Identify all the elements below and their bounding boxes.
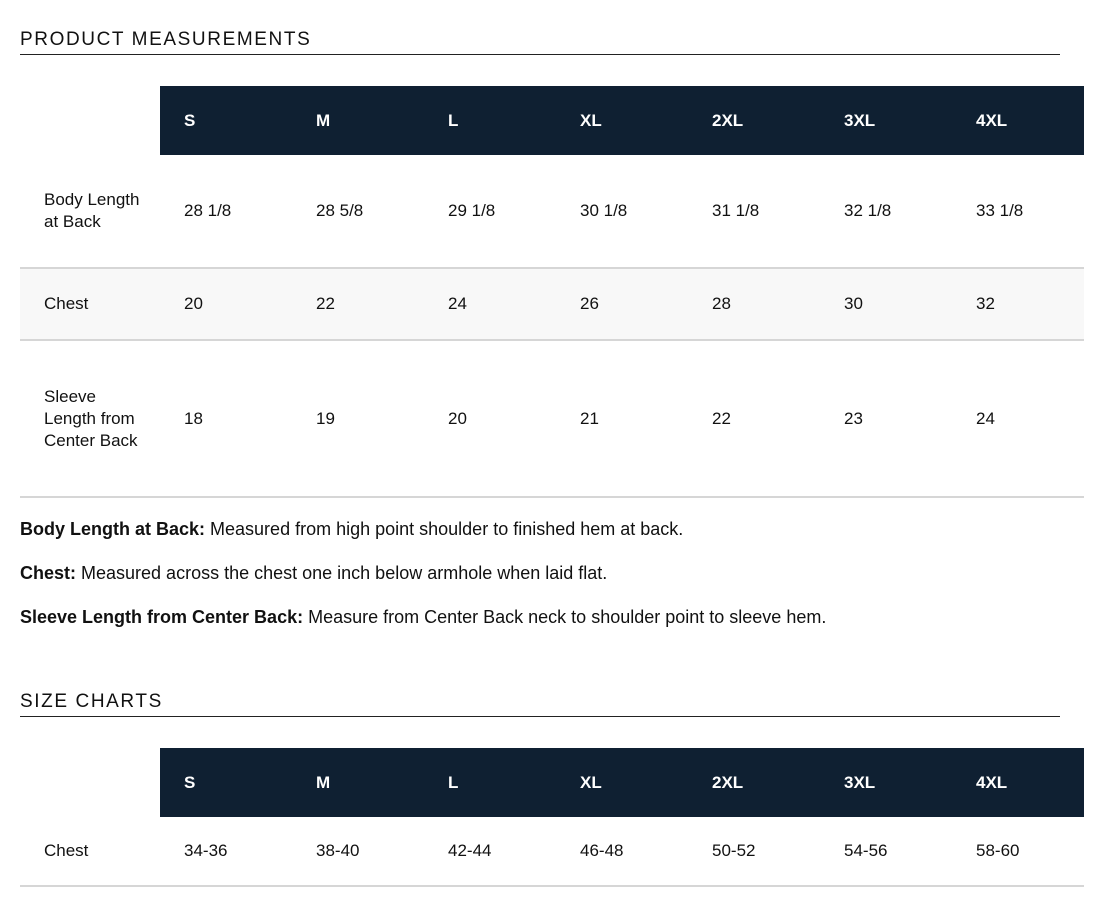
table-cell: 42-44 — [424, 817, 556, 886]
table-cell: 33 1/8 — [952, 155, 1084, 268]
size-header-cell: 2XL — [688, 86, 820, 155]
size-charts-title: SIZE CHARTS — [20, 691, 1060, 717]
table-cell: 58-60 — [952, 817, 1084, 886]
table-cell: 54-56 — [820, 817, 952, 886]
table-cell: 28 1/8 — [160, 155, 292, 268]
size-charts-table — [20, 748, 1084, 887]
size-header-cell: M — [292, 86, 424, 155]
table-cell: 30 — [820, 268, 952, 340]
row-label-sleeve-length: Sleeve Length from Center Back — [20, 340, 160, 497]
table-cell: 46-48 — [556, 817, 688, 886]
size-header-cell: 4XL — [952, 748, 1084, 817]
size-header-cell: M — [292, 748, 424, 817]
size-header-cell: L — [424, 748, 556, 817]
table-cell: 21 — [556, 340, 688, 497]
table-cell: 32 — [952, 268, 1084, 340]
size-header-cell: 3XL — [820, 86, 952, 155]
size-header-cell: L — [424, 86, 556, 155]
product-measurements-table — [20, 86, 1084, 498]
note-text: Measured across the chest one inch below armhole when laid flat. — [76, 563, 608, 583]
table-cell: 28 — [688, 268, 820, 340]
table-cell: 20 — [424, 340, 556, 497]
note-term: Body Length at Back: — [20, 519, 206, 539]
table-cell: 34-36 — [160, 817, 292, 886]
note-chest — [20, 562, 1080, 584]
row-label-chest: Chest — [20, 268, 160, 340]
size-header-cell: XL — [556, 86, 688, 155]
table-cell: 24 — [952, 340, 1084, 497]
product-measurements-title: PRODUCT MEASUREMENTS — [20, 29, 1060, 55]
note-text: Measured from high point shoulder to finished hem at back. — [205, 519, 684, 539]
size-header-cell: S — [160, 86, 292, 155]
table-row — [20, 340, 1084, 497]
row-label-chest: Chest — [20, 817, 160, 886]
table-cell: 32 1/8 — [820, 155, 952, 268]
size-header-cell: 2XL — [688, 748, 820, 817]
note-text: Measure from Center Back neck to shoulder point to sleeve hem. — [303, 607, 827, 627]
table-row — [20, 268, 1084, 340]
table-cell: 18 — [160, 340, 292, 497]
table-cell: 50-52 — [688, 817, 820, 886]
table-cell: 22 — [688, 340, 820, 497]
size-header-cell: S — [160, 748, 292, 817]
table-cell: 24 — [424, 268, 556, 340]
table-cell: 20 — [160, 268, 292, 340]
note-sleeve-length — [20, 606, 1080, 628]
table-cell: 23 — [820, 340, 952, 497]
size-header-row — [20, 748, 1084, 817]
header-blank-cell — [20, 748, 160, 817]
table-cell: 28 5/8 — [292, 155, 424, 268]
table-cell: 38-40 — [292, 817, 424, 886]
table-cell: 22 — [292, 268, 424, 340]
measurement-notes — [20, 518, 1080, 650]
size-header-cell: XL — [556, 748, 688, 817]
note-term: Chest: — [20, 563, 77, 583]
size-header-row — [20, 86, 1084, 155]
table-cell: 30 1/8 — [556, 155, 688, 268]
note-term: Sleeve Length from Center Back: — [20, 607, 304, 627]
size-header-cell: 4XL — [952, 86, 1084, 155]
table-cell: 31 1/8 — [688, 155, 820, 268]
table-row — [20, 817, 1084, 886]
table-cell: 29 1/8 — [424, 155, 556, 268]
size-header-cell: 3XL — [820, 748, 952, 817]
row-label-body-length: Body Length at Back — [20, 155, 160, 268]
note-body-length — [20, 518, 1080, 540]
table-cell: 19 — [292, 340, 424, 497]
table-row — [20, 155, 1084, 268]
table-cell: 26 — [556, 268, 688, 340]
header-blank-cell — [20, 86, 160, 155]
